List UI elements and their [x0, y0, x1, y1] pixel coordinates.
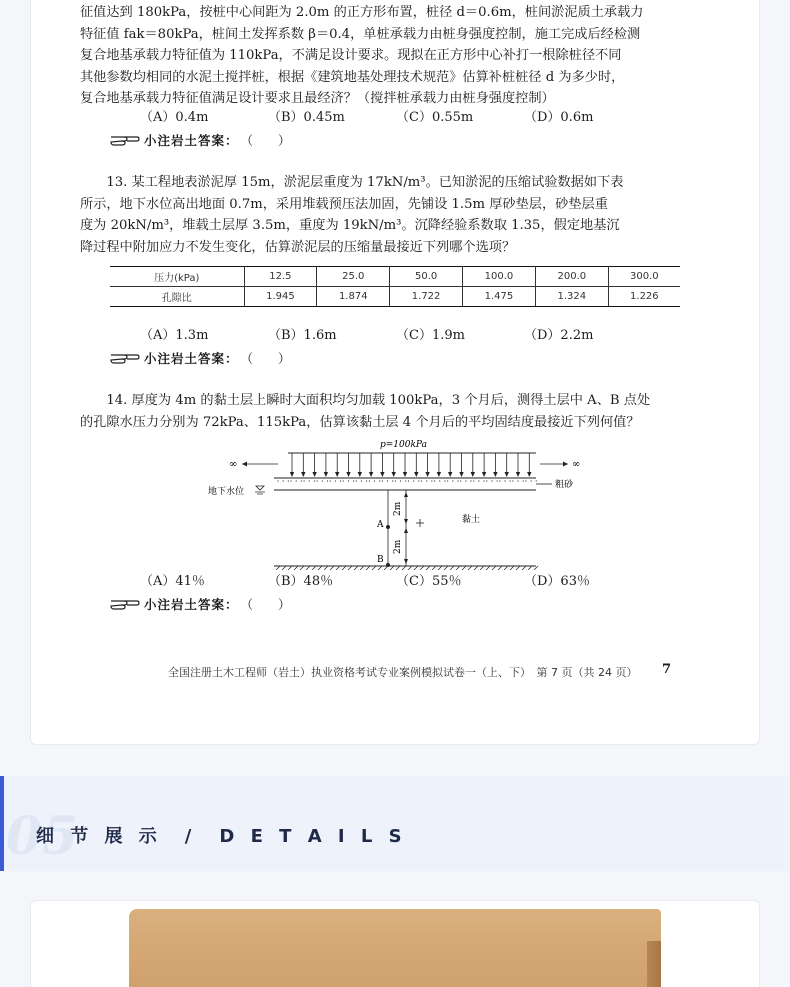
pointing-hand-icon [110, 351, 140, 365]
sand-dot [478, 480, 479, 481]
hatch-line [300, 566, 304, 570]
sand-dot [491, 480, 492, 481]
consolidation-figure [200, 436, 600, 570]
hatch-line [396, 566, 400, 570]
table-cell: 200.0 [535, 267, 608, 287]
load-arrows [290, 453, 532, 477]
table-cell: 1.226 [608, 287, 680, 307]
q12-option-d: （D）0.6m [524, 110, 594, 125]
hatch-line [318, 566, 322, 570]
arrow-head [403, 472, 407, 477]
answer-label: 小注岩土答案： [144, 133, 239, 148]
sand-dot [283, 480, 284, 481]
infinity-left: ∞ [229, 459, 238, 470]
q13-line: 降过程中附加应力不发生变化，估算淤泥层的压缩量最接近下列哪个选项？ [80, 239, 516, 255]
hatch-line [402, 566, 406, 570]
table-cell: 25.0 [317, 267, 390, 287]
sand-dot [421, 480, 422, 481]
hatch-line [420, 566, 424, 570]
q13-text [80, 172, 680, 258]
q12-line: 特征值 fak＝80kPa，桩间土发挥系数 β＝0.4，单桩承载力由桩身强度控制，施工完成后经检测 [80, 26, 641, 42]
sand-dot [387, 480, 388, 481]
sand-dot [304, 480, 305, 481]
answer-blank: （ ） [240, 351, 291, 366]
q12-text [80, 2, 680, 110]
arrow-head [301, 472, 305, 477]
sand-label: 粗砂 [555, 480, 574, 490]
table-cell: 1.324 [535, 287, 608, 307]
arrow-head [448, 472, 452, 477]
clay-label: 黏土 [462, 515, 481, 525]
answer-blank: （ ） [240, 597, 291, 612]
sand-dot [418, 480, 419, 481]
sand-dot [523, 480, 524, 481]
infinity-right: ∞ [572, 459, 581, 470]
hatch-line [408, 566, 412, 570]
arrow-head [324, 472, 328, 477]
arrow-head [404, 528, 408, 533]
section-number-watermark: 05 [6, 806, 79, 867]
sand-dot [447, 480, 448, 481]
sand-dot [356, 480, 357, 481]
sand-dot [382, 480, 383, 481]
hatch-line [312, 566, 316, 570]
hatch-line [294, 566, 298, 570]
hatch-line [456, 566, 460, 570]
table-cell: 1.945 [244, 287, 317, 307]
hatch-line [330, 566, 334, 570]
q12-option-b: （B）0.45m [268, 110, 345, 125]
sand-dot [486, 480, 487, 481]
hatch-line [510, 566, 514, 570]
hatch-line [414, 566, 418, 570]
sand-dot [434, 480, 435, 481]
hatch-line [282, 566, 286, 570]
q13-option-d: （D）2.2m [524, 328, 594, 343]
sand-dot [444, 480, 445, 481]
q12-answer [110, 131, 710, 149]
arrow-head [404, 519, 408, 524]
sand-dot [395, 480, 396, 481]
sand-dot [361, 480, 362, 481]
hatch-line [480, 566, 484, 570]
hatch-line [426, 566, 430, 570]
sand-dot [413, 480, 414, 481]
point-a-marker [386, 525, 390, 529]
sand-dot [335, 480, 336, 481]
hatch-line [390, 566, 394, 570]
table-cell: 12.5 [244, 267, 317, 287]
q13-line: 13. 某工程地表淤泥厚 15m，淤泥层重度为 17kN/m³。已知淤泥的压缩试验数据如下表 [106, 175, 624, 190]
sand-dot [452, 480, 453, 481]
sand-dot [517, 480, 518, 481]
sand-dot [525, 480, 526, 481]
q14-answer [110, 595, 710, 613]
q13-line: 度为 20kN/m³，堆载土层厚 3.5m，重度为 19kN/m³。沉降经验系数取 1.35，假定地基沉 [80, 218, 620, 234]
sand-pattern [277, 480, 536, 481]
answer-label: 小注岩土答案： [144, 597, 239, 612]
q14-line: 的孔隙水压力分别为 72kPa、115kPa，估算该黏土层 4 个月后的平均固结度最接近下列何值？ [80, 414, 640, 430]
q14-option-d: （D）63％ [524, 574, 590, 589]
table-cell: 1.874 [317, 287, 390, 307]
hatch-line [462, 566, 466, 570]
pointing-hand-icon [110, 133, 140, 147]
sand-dot [314, 480, 315, 481]
table-cell: 50.0 [390, 267, 463, 287]
sand-dot [483, 480, 484, 481]
q14-option-b: （B）48％ [268, 574, 334, 589]
arrow-head [346, 472, 350, 477]
base-hatch-pattern [276, 566, 538, 570]
table-cell: 1.722 [390, 287, 463, 307]
page-footer: 全国注册土木工程师（岩土）执业资格考试专业案例模拟试卷一（上、下） 第 7 页（共 24 页） [168, 666, 638, 679]
hatch-line [492, 566, 496, 570]
arrow-head [380, 472, 384, 477]
pointing-hand-icon [110, 597, 140, 611]
arrow-head [527, 472, 531, 477]
arrow-head [414, 472, 418, 477]
table-row-label: 压力(kPa) [110, 267, 244, 287]
arrow-head [505, 472, 509, 477]
q12-line: 征值达到 180kPa，按桩中心间距为 2.0m 的正方形布置，桩径 d＝0.6m，桩间淤泥质土承载力 [80, 5, 644, 20]
sand-dot [392, 480, 393, 481]
arrow-head [392, 472, 396, 477]
arrow-head [471, 472, 475, 477]
sand-dot [309, 480, 310, 481]
sand-dot [340, 480, 341, 481]
sand-dot [400, 480, 401, 481]
hatch-line [276, 566, 280, 570]
hatch-line [486, 566, 490, 570]
q13-line: 所示，地下水位高出地面 0.7m，采用堆载预压法加固，先铺设 1.5m 厚砂垫层，砂垫层重 [80, 196, 608, 212]
sand-dot [473, 480, 474, 481]
sand-dot [327, 480, 328, 481]
sand-dot [536, 480, 537, 481]
answer-blank: （ ） [240, 133, 291, 148]
sand-dot [439, 480, 440, 481]
arrow-head [404, 559, 408, 564]
hatch-line [366, 566, 370, 570]
sand-dot [301, 480, 302, 481]
arrow-head [369, 472, 373, 477]
q13-options [140, 326, 740, 346]
hatch-line [468, 566, 472, 570]
sand-dot [348, 480, 349, 481]
q14-option-a: （A）41％ [140, 574, 205, 589]
sand-dot [330, 480, 331, 481]
sand-dot [277, 480, 278, 481]
sand-dot [366, 480, 367, 481]
hatch-line [450, 566, 454, 570]
sand-dot [408, 480, 409, 481]
page-number: 7 [662, 662, 672, 677]
q12-line: 复合地基承载力特征值满足设计要求且最经济？（搅拌桩承载力由桩身强度控制） [80, 91, 555, 107]
q12-options [140, 108, 740, 128]
dimension-label-2: 2m [393, 539, 403, 554]
arrow-head [335, 472, 339, 477]
q14-line: 14. 厚度为 4m 的黏土层上瞬时大面积均匀加载 100kPa，3 个月后，测得土层中 A、B 点处 [106, 393, 651, 408]
q14-option-c: （C）55％ [396, 574, 462, 589]
table-cell: 100.0 [463, 267, 536, 287]
sand-dot [504, 480, 505, 481]
hatch-line [306, 566, 310, 570]
q12-option-a: （A）0.4m [140, 110, 209, 125]
hatch-line [516, 566, 520, 570]
hatch-line [384, 566, 388, 570]
q12-line: 其他参数均相同的水泥土搅拌桩，根据《建筑地基处理技术规范》估算补桩桩径 d 为多少时， [80, 69, 625, 85]
sand-dot [405, 480, 406, 481]
arrow-head [459, 472, 463, 477]
water-table-icon [256, 486, 264, 490]
hatch-line [360, 566, 364, 570]
sand-dot [531, 480, 532, 481]
hatch-line [432, 566, 436, 570]
compression-table [110, 266, 680, 307]
arrow-head [290, 472, 294, 477]
hatch-line [444, 566, 448, 570]
load-label: p=100kPa [380, 440, 427, 450]
compression-table-wrap [110, 266, 710, 307]
q12-option-c: （C）0.55m [396, 110, 474, 125]
arrow-head [482, 472, 486, 477]
arrow-head [425, 472, 429, 477]
sand-dot [460, 480, 461, 481]
arrow-head [516, 472, 520, 477]
arrow-head [358, 472, 362, 477]
hatch-line [288, 566, 292, 570]
sand-dot [374, 480, 375, 481]
arrow-head [493, 472, 497, 477]
table-row [110, 287, 680, 307]
q13-option-c: （C）1.9m [396, 328, 465, 343]
hatch-line [504, 566, 508, 570]
answer-label: 小注岩土答案： [144, 351, 239, 366]
hatch-line [336, 566, 340, 570]
details-section-header [0, 776, 790, 871]
sand-dot [431, 480, 432, 481]
table-row [110, 267, 680, 287]
hatch-line [534, 566, 538, 570]
sand-dot [379, 480, 380, 481]
arrow-head [437, 472, 441, 477]
accent-bar [0, 776, 4, 871]
arrow-head [404, 492, 408, 497]
hatch-line [378, 566, 382, 570]
sand-dot [499, 480, 500, 481]
hatch-line [354, 566, 358, 570]
book-photo [129, 909, 661, 987]
sand-dot [296, 480, 297, 481]
q14-text [80, 390, 680, 433]
hatch-line [324, 566, 328, 570]
sand-dot [465, 480, 466, 481]
sand-dot [426, 480, 427, 481]
q13-option-b: （B）1.6m [268, 328, 337, 343]
sand-dot [497, 480, 498, 481]
table-cell: 1.475 [463, 287, 536, 307]
point-a-label: A [377, 520, 384, 530]
hatch-line [474, 566, 478, 570]
sand-dot [317, 480, 318, 481]
arrow-head [563, 462, 568, 467]
sand-dot [288, 480, 289, 481]
hatch-line [438, 566, 442, 570]
hatch-line [498, 566, 502, 570]
dimension-label-1: 2m [393, 501, 403, 516]
q13-answer [110, 349, 710, 367]
sand-dot [512, 480, 513, 481]
table-cell: 300.0 [608, 267, 680, 287]
sand-dot [290, 480, 291, 481]
q13-option-a: （A）1.3m [140, 328, 209, 343]
hatch-line [348, 566, 352, 570]
sand-dot [510, 480, 511, 481]
arrow-head [312, 472, 316, 477]
point-b-label: B [377, 555, 384, 565]
sand-dot [369, 480, 370, 481]
details-title: 细 节 展 示 / D E T A I L S [36, 826, 407, 847]
sand-dot [353, 480, 354, 481]
q14-options [140, 572, 740, 592]
hatch-line [522, 566, 526, 570]
hatch-line [528, 566, 532, 570]
table-row-label: 孔隙比 [110, 287, 244, 307]
hatch-line [342, 566, 346, 570]
sand-dot [343, 480, 344, 481]
q12-line: 复合地基承载力特征值为 110kPa，不满足设计要求。现拟在正方形中心补打一根除桩径不同 [80, 48, 622, 64]
arrow-head [242, 462, 247, 467]
sand-dot [322, 480, 323, 481]
sand-dot [457, 480, 458, 481]
product-photo-card [30, 900, 760, 987]
sand-dot [470, 480, 471, 481]
water-table-label: 地下水位 [208, 487, 245, 497]
hatch-line [372, 566, 376, 570]
